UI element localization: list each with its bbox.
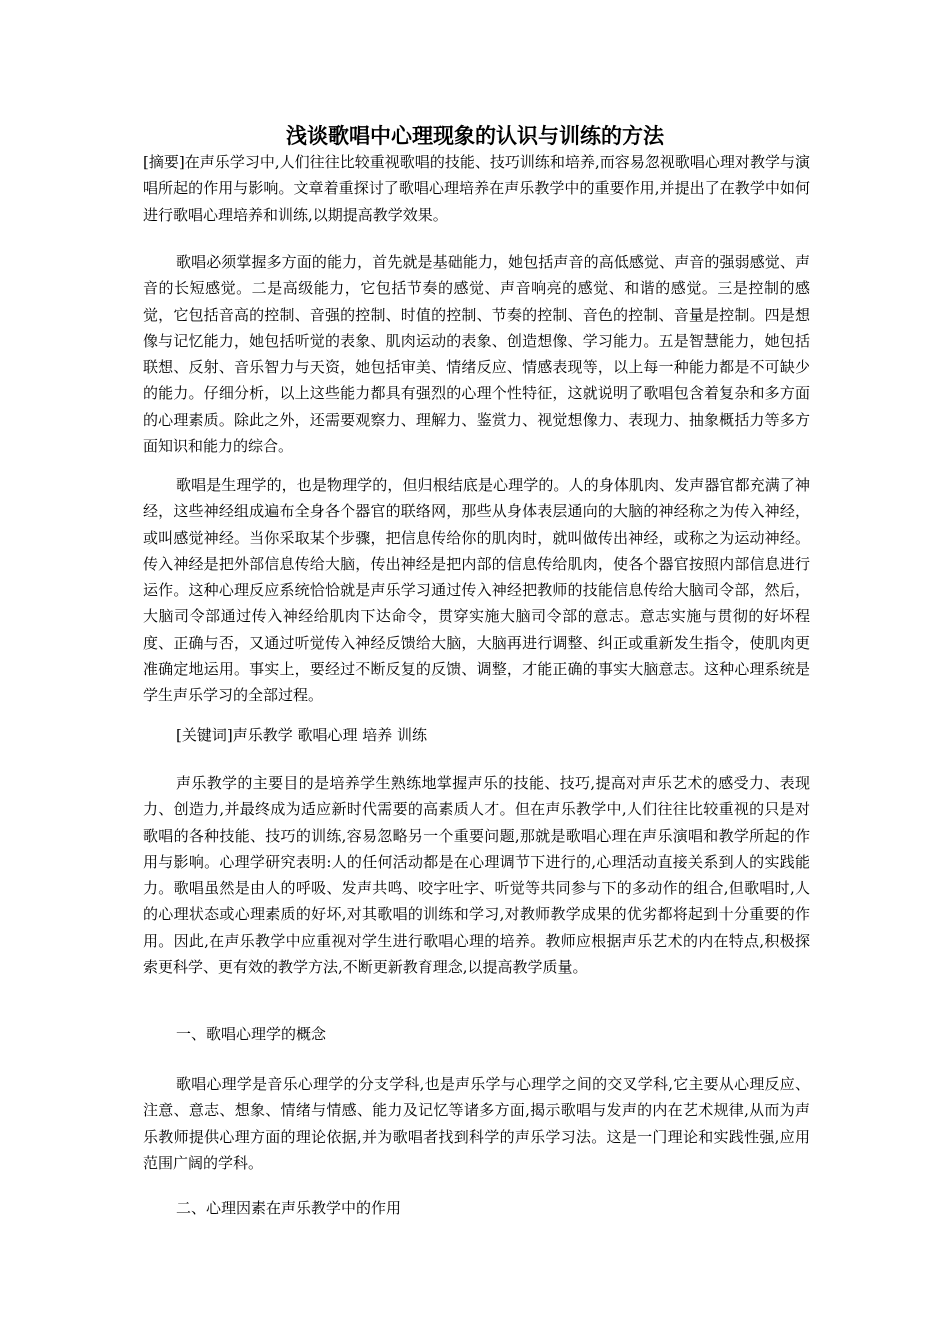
- section-heading-1: 一、歌唱心理学的概念: [176, 1025, 327, 1043]
- body-paragraph-3: 声乐教学的主要目的是培养学生熟练地掌握声乐的技能、技巧,提高对声乐艺术的感受力、表现力、创造力,并最终成为适应新时代需要的高素质人才。但在声乐教学中,人们往往比较重视的只是对歌唱的各种技能、技巧的训练,容易忽略另一个重要问题,那就是歌唱心理在声乐演唱和教学所起的作用与影响。心理学研究表明:人的任何活动都是在心理调节下进行的,心理活动直接关系到人的实践能力。歌唱虽然是由人的呼吸、发声共鸣、咬字吐字、听觉等共同参与下的多动作的组合,但歌唱时,人的心理状态或心理素质的好坏,对其歌唱的训练和学习,对教师教学成果的优劣都将起到十分重要的作用。因此,在声乐教学中应重视对学生进行歌唱心理的培养。教师应根据声乐艺术的内在特点,积极探索更科学、更有效的教学方法,不断更新教育理念,以提高教学质量。: [143, 774, 810, 977]
- body-paragraph-2: 歌唱是生理学的，也是物理学的，但归根结底是心理学的。人的身体肌肉、发声器官都充满了神经，这些神经组成遍布全身各个器官的联络网，那些从身体表层通向的大脑的神经称之为传入神经，或叫感觉神经。当你采取某个步骤，把信息传给你的肌肉时，就叫做传出神经，或称之为运动神经。传入神经是把外部信息传给大脑，传出神经是把内部的信息传给肌肉，使各个器官按照内部信息进行运作。这种心理反应系统恰恰就是声乐学习通过传入神经把教师的技能信息传给大脑司令部，然后，大脑司令部通过传入神经给肌肉下达命令，贯穿实施大脑司令部的意志。意志实施与贯彻的好坏程度、正确与否，又通过听觉传入神经反馈给大脑，大脑再进行调整、纠正或重新发生指令，使肌肉更准确定地运用。事实上，要经过不断反复的反馈、调整，才能正确的事实大脑意志。这种心理系统是学生声乐学习的全部过程。: [143, 476, 810, 705]
- body-paragraph-1: 歌唱必须掌握多方面的能力，首先就是基础能力，她包括声音的高低感觉、声音的强弱感觉、声音的长短感觉。二是高级能力，它包括节奏的感觉、声音响亮的感觉、和谐的感觉。三是控制的感觉，它包括音高的控制、音强的控制、时值的控制、节奏的控制、音色的控制、音量是控制。四是想像与记忆能力，她包括听觉的表象、肌肉运动的表象、创造想像、学习能力。五是智慧能力，她包括联想、反射、音乐智力与天资，她包括审美、情绪反应、情感表现等，以上每一种能力都是不可缺少的能力。仔细分析，以上这些能力都具有强烈的心理个性特征，这就说明了歌唱包含着复杂和多方面的心理素质。除此之外，还需要观察力、理解力、鉴赏力、视觉想像力、表现力、抽象概括力等多方面知识和能力的综合。: [143, 253, 810, 456]
- document-title: 浅谈歌唱中心理现象的认识与训练的方法: [286, 123, 664, 148]
- body-paragraph-4: 歌唱心理学是音乐心理学的分支学科,也是声乐学与心理学之间的交叉学科,它主要从心理反应、注意、意志、想象、情绪与情感、能力及记忆等诸多方面,揭示歌唱与发声的内在艺术规律,从而为声乐教师提供心理方面的理论依据,并为歌唱者找到科学的声乐学习法。这是一门理论和实践性强,应用范围广阔的学科。: [143, 1075, 810, 1172]
- abstract-paragraph: [摘要]在声乐学习中,人们往往比较重视歌唱的技能、技巧训练和培养,而容易忽视歌唱心理对教学与演唱所起的作用与影响。文章着重探讨了歌唱心理培养在声乐教学中的重要作用,并提出了在教学中如何进行歌唱心理培养和训练,以期提高教学效果。: [143, 153, 810, 224]
- section-heading-2: 二、心理因素在声乐教学中的作用: [176, 1199, 402, 1217]
- keywords-line: [关键词]声乐教学 歌唱心理 培养 训练: [176, 726, 428, 744]
